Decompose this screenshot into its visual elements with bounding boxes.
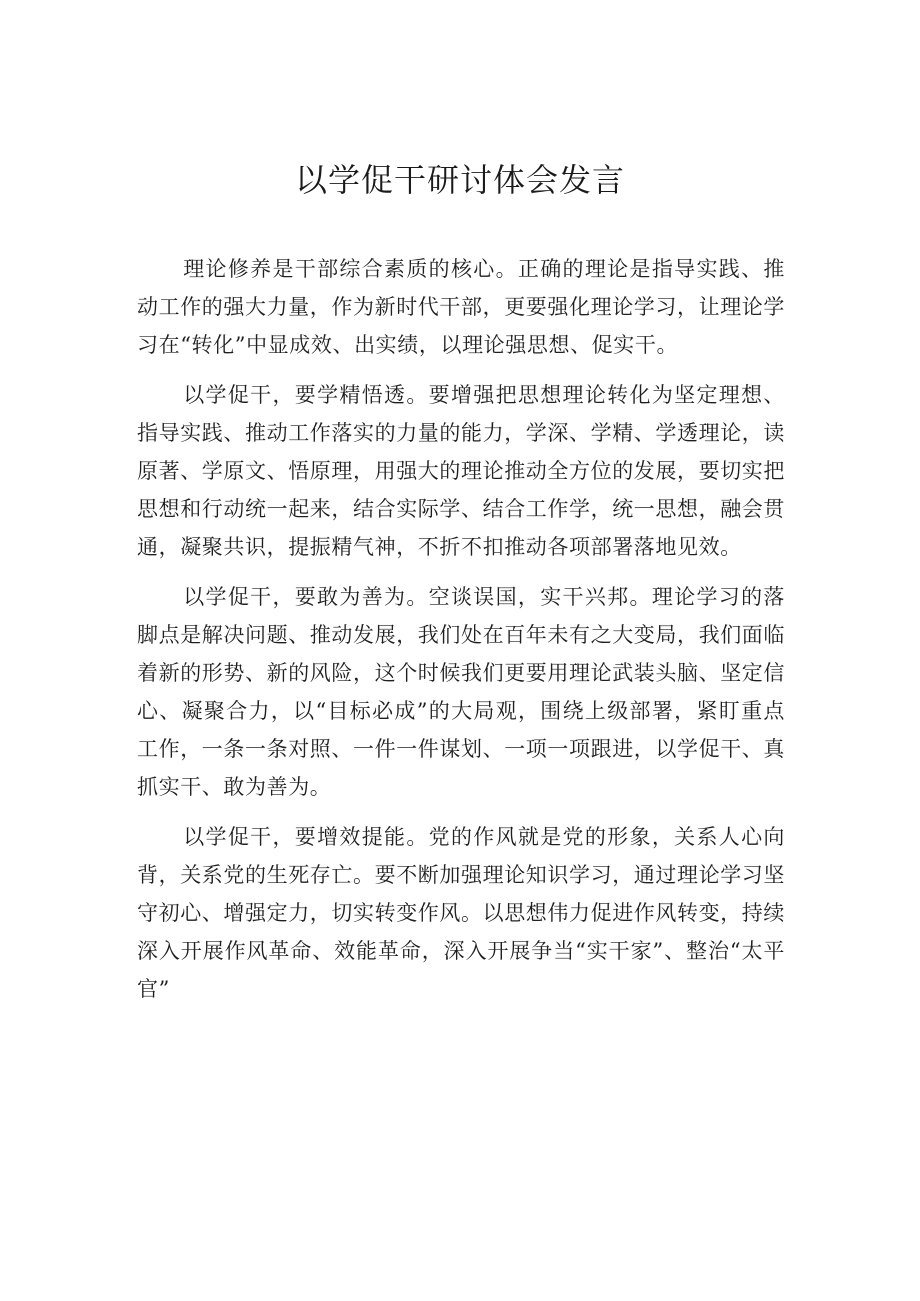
paragraph-intro: 理论修养是干部综合素质的核心。正确的理论是指导实践、推动工作的强大力量，作为新时代干部，更要强化理论学习，让理论学习在“转化”中显成效、出实绩，以理论强思想、促实干。 (137, 257, 785, 357)
document-title: 以学促干研讨体会发言 (294, 161, 625, 199)
document-body (137, 250, 785, 1020)
paragraph-dare-to-act: 以学促干，要敢为善为。空谈误国，实干兴邦。理论学习的落脚点是解决问题、推动发展，我们处在百年未有之大变局，我们面临着新的形势、新的风险，这个时候我们更要用理论武装头脑、坚定信心、凝聚合力，以“目标必成”的大局观，围绕上级部署，紧盯重点工作，一条一条对照、一件一件谋划、一项一项跟进，以学促干、真抓实干、敢为善为。 (137, 585, 785, 799)
paragraph-study-deeply: 以学促干，要学精悟透。要增强把思想理论转化为坚定理想、指导实践、推动工作落实的力量的能力，学深、学精、学透理论，读原著、学原文、悟原理，用强大的理论推动全方位的发展，要切实把思想和行动统一起来，结合实际学、结合工作学，统一思想，融会贯通，凝聚共识，提振精气神，不折不扣推动各项部署落地见效。 (137, 383, 785, 559)
paragraph-improve-efficiency: 以学促干，要增效提能。党的作风就是党的形象，关系人心向背，关系党的生死存亡。要不断加强理论知识学习，通过理论学习坚守初心、增强定力，切实转变作风。以思想伟力促进作风转变，持续深入开展作风革命、效能革命，深入开展争当“实干家”、整治“太平官” (137, 825, 785, 1001)
